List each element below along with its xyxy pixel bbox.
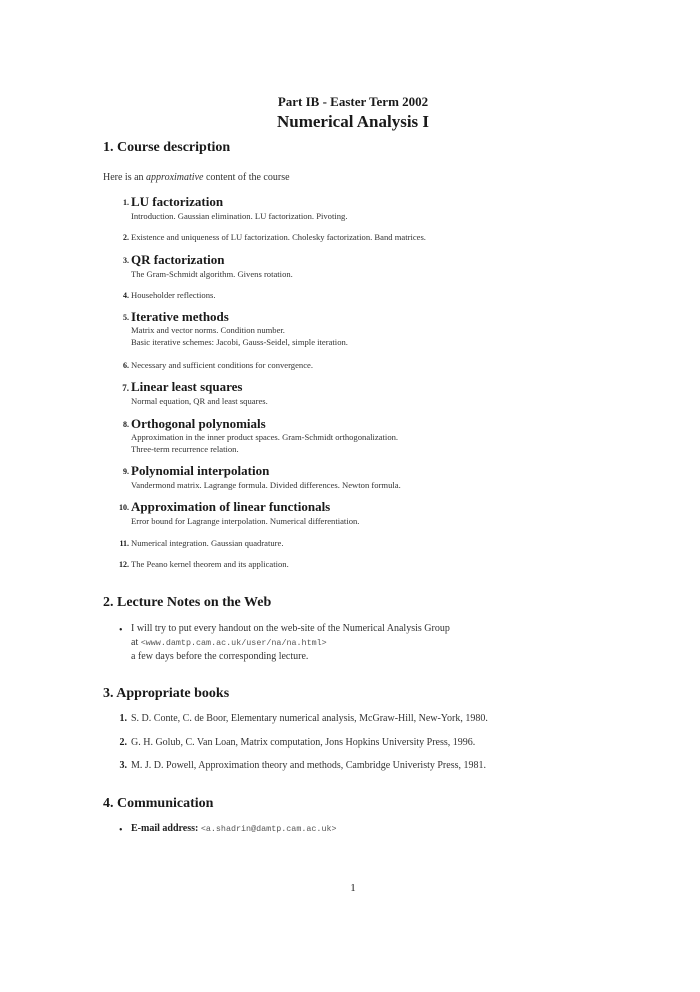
page-number: 1 <box>350 882 356 894</box>
course-item-number: 12. <box>119 560 129 569</box>
course-item-number: 3. <box>123 256 129 265</box>
intro-text-end: content of the course <box>203 172 290 183</box>
course-item-line: Vandermond matrix. Lagrange formula. Divided differences. Newton formula. <box>131 480 401 490</box>
url-prefix: at <box>131 637 141 648</box>
numerical-analysis-url[interactable]: <www.damtp.cam.ac.uk/user/na/na.html> <box>140 638 327 648</box>
course-item-number: 11. <box>119 539 129 548</box>
section-communication-title: 4. Communication <box>103 796 214 811</box>
section-course-description-title: 1. Course description <box>103 140 231 155</box>
course-item-line: Necessary and sufficient conditions for convergence. <box>131 360 313 370</box>
course-item-number: 7. <box>122 383 129 393</box>
course-item-number: 9. <box>123 467 129 476</box>
course-item-number: 10. <box>119 503 129 512</box>
intro-text-emphasis: approximative <box>146 172 204 183</box>
bullet-marker: • <box>119 625 123 636</box>
course-item-number: 4. <box>123 291 129 300</box>
book-number: 1. <box>119 713 127 724</box>
course-item-number: 6. <box>123 361 129 370</box>
course-item-line: Three-term recurrence relation. <box>131 444 239 454</box>
course-item-number: 5. <box>123 313 129 322</box>
course-item-line: Existence and uniqueness of LU factorization. Cholesky factorization. Band matrices. <box>131 232 426 242</box>
course-intro-text <box>103 172 290 183</box>
section-lecture-notes-title: 2. Lecture Notes on the Web <box>103 595 272 610</box>
course-item-line: Approximation in the inner product spaces. Gram-Schmidt orthogonalization. <box>131 432 399 442</box>
course-term-heading: Part IB - Easter Term 2002 <box>277 94 429 109</box>
course-item-number: 2. <box>123 233 129 242</box>
course-item-line: Error bound for Lagrange interpolation. Numerical differentiation. <box>131 516 360 526</box>
intro-text-start: Here is an <box>103 172 147 183</box>
lecture-notes-line: a few days before the corresponding lecture. <box>131 651 309 662</box>
book-citation: G. H. Golub, C. Van Loan, Matrix computation, Jons Hopkins University Press, 1996. <box>131 737 476 748</box>
email-address[interactable]: <a.shadrin@damtp.cam.ac.uk> <box>200 824 337 834</box>
course-item-heading: Linear least squares <box>131 379 243 394</box>
course-item-line: Householder reflections. <box>131 290 216 300</box>
book-number: 2. <box>119 737 127 748</box>
course-item-line: Normal equation, QR and least squares. <box>131 396 268 406</box>
course-item-heading: QR factorization <box>131 252 225 267</box>
email-line <box>131 822 337 836</box>
course-item-line: The Peano kernel theorem and its application. <box>131 559 289 569</box>
course-item-line: The Gram-Schmidt algorithm. Givens rotation. <box>131 269 293 279</box>
section-books-title: 3. Appropriate books <box>103 686 230 701</box>
book-citation: S. D. Conte, C. de Boor, Elementary numerical analysis, McGraw-Hill, New-York, 1980. <box>131 713 488 724</box>
course-item-heading: Approximation of linear functionals <box>131 499 331 514</box>
bullet-marker: • <box>119 825 123 836</box>
course-item-heading: LU factorization <box>131 194 224 209</box>
course-item-heading: Orthogonal polynomials <box>131 416 266 431</box>
book-number: 3. <box>119 760 127 771</box>
book-citation: M. J. D. Powell, Approximation theory and methods, Cambridge Univeristy Press, 1981. <box>131 760 486 771</box>
course-item-line: Numerical integration. Gaussian quadrature. <box>131 538 284 548</box>
course-item-number: 8. <box>123 420 129 429</box>
course-item-line: Matrix and vector norms. Condition number. <box>131 325 285 335</box>
email-label: E-mail address: <box>131 823 199 834</box>
lecture-notes-url-line <box>131 636 327 650</box>
course-item-line: Introduction. Gaussian elimination. LU factorization. Pivoting. <box>131 211 348 221</box>
course-item-heading: Iterative methods <box>131 309 229 324</box>
course-item-number: 1. <box>123 198 129 207</box>
lecture-notes-line: I will try to put every handout on the web-site of the Numerical Analysis Group <box>131 623 450 634</box>
course-item-heading: Polynomial interpolation <box>131 463 270 478</box>
course-item-line: Basic iterative schemes: Jacobi, Gauss-Seidel, simple iteration. <box>131 337 348 347</box>
course-title: Numerical Analysis I <box>276 112 430 131</box>
